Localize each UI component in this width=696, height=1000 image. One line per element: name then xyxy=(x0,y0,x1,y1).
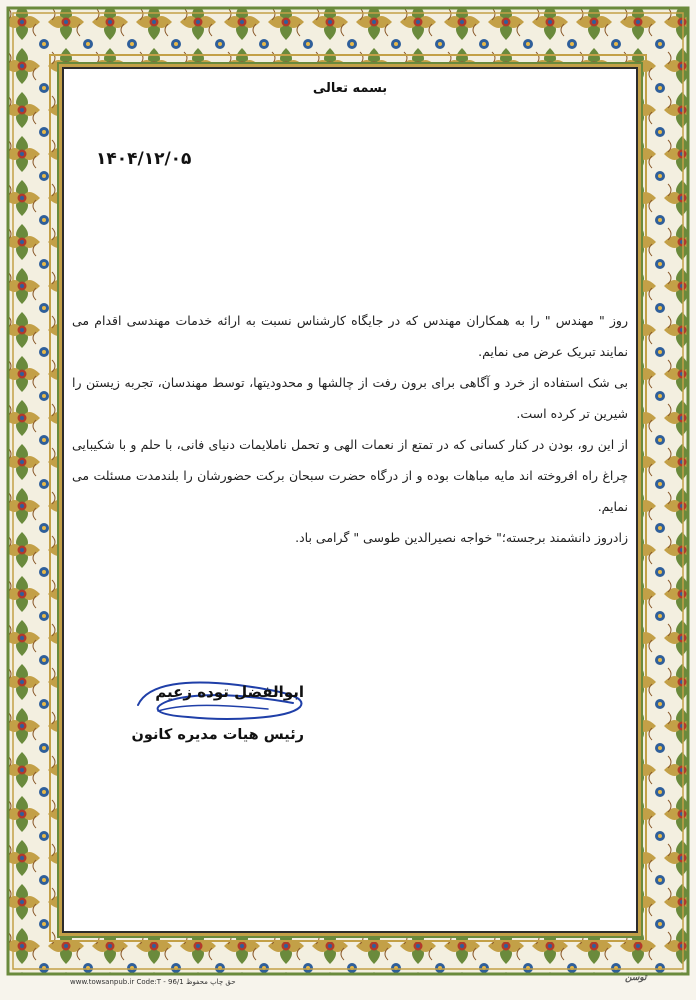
publisher-logo: توسن xyxy=(625,973,647,983)
paragraph-wisdom: بی شک استفاده از خرد و آگاهی برای برون رفت از چالشها و محدودیتها، توسط مهندسان، تجربه زیستن را شیرین تر کرده است. xyxy=(72,375,628,421)
letter-date: ۱۴۰۴/۱۲/۰۵ xyxy=(96,149,192,169)
paragraph-tusi-birthday: زادروز دانشمند برجسته؛" خواجه نصیرالدین طوسی " گرامی باد. xyxy=(295,530,628,545)
paragraph-gratitude: از این رو، بودن در کنار کسانی که در تمتع از نعمات الهی و تحمل ناملایمات دنیای فانی، با حلم و با شکیبایی چراغ راه افروخته اند مایه مباهات بوده و از درگاه حضرت سبحان برکت حضورشان را بلندمدت مسئلت می نمایم. xyxy=(72,437,628,514)
signatory-name: ابوالفضل توده زعیم xyxy=(155,683,304,701)
print-code: www.towsanpub.ir Code:T - 96/1 حق چاپ محفوظ xyxy=(70,978,236,986)
letter-heading: بسمه تعالی xyxy=(312,81,388,96)
paragraph-congratulation: روز " مهندس " را به همکاران مهندس که در جایگاه کارشناس نسبت به ارائه خدمات مهندسی اقدام می نمایند تبریک عرض می نمایم. xyxy=(72,313,628,359)
letter-body xyxy=(72,305,628,553)
signature-block xyxy=(124,675,304,755)
letter-body-panel xyxy=(62,67,638,933)
signatory-title: رئیس هیات مدیره کانون xyxy=(131,727,304,743)
